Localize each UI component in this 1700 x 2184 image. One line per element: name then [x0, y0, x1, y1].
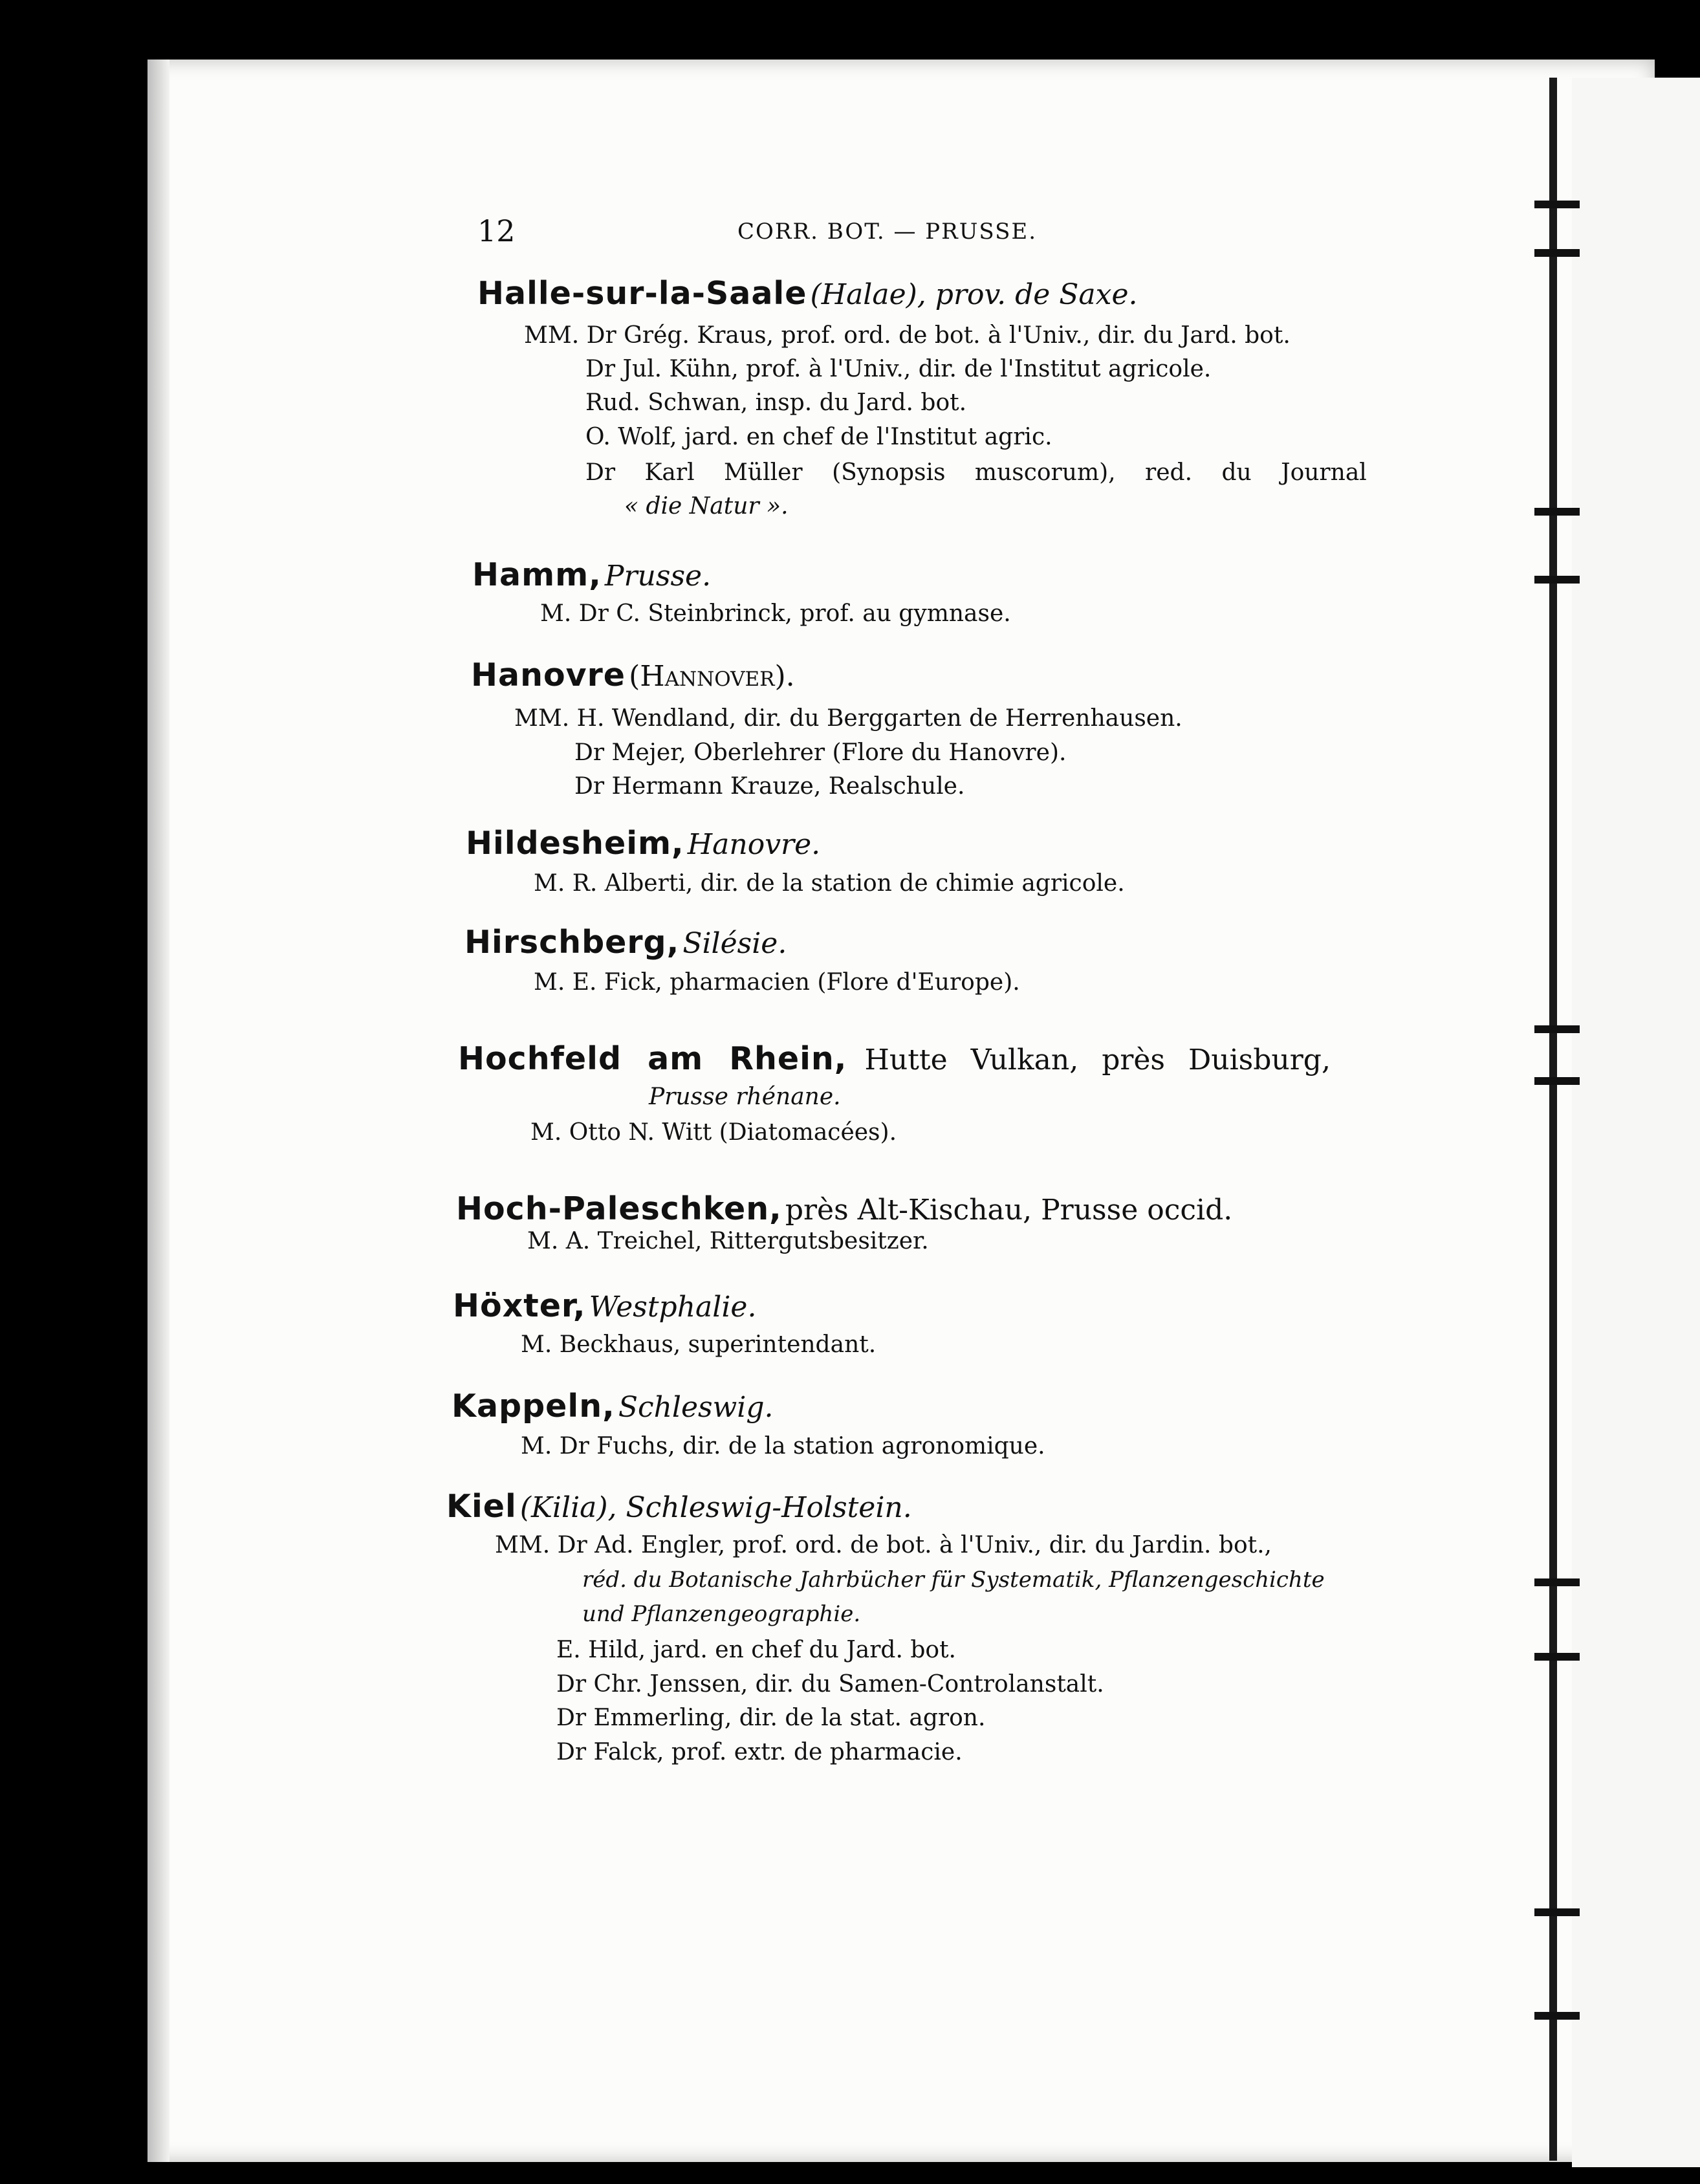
place-detail: près Alt-Kischau, Prusse occid.	[785, 1194, 1233, 1227]
member-line: E. Hild, jard. en chef du Jard. bot.	[556, 1637, 956, 1663]
binding-stitch	[1534, 576, 1580, 584]
place-detail: Hutte Vulkan, près Duisburg,	[864, 1043, 1331, 1076]
member-line: Dr Mejer, Oberlehrer (Flore du Hanovre).	[574, 739, 1067, 766]
place-name: Hochfeld am Rhein,	[458, 1040, 847, 1077]
member-line: M. Otto N. Witt (Diatomacées).	[530, 1119, 897, 1146]
place-name: Höxter,	[453, 1287, 586, 1324]
member-line: Dr Falck, prof. extr. de pharmacie.	[556, 1739, 963, 1765]
entry-hoch-paleschken	[456, 1190, 1232, 1227]
entry-hildesheim	[466, 825, 820, 862]
place-name: Hildesheim,	[466, 825, 684, 862]
place-detail: Prusse.	[604, 560, 712, 593]
binding-stitch	[1534, 1578, 1580, 1586]
member-line: M. Dr C. Steinbrinck, prof. au gymnase.	[540, 600, 1011, 627]
member-line: Dr Hermann Krauze, Realschule.	[574, 773, 965, 800]
binding-stitch	[1534, 1653, 1580, 1661]
member-line: réd. du Botanische Jahrbücher für Systematik, Pflanzengeschichte	[582, 1567, 1325, 1593]
member-line: und Pflanzengeographie.	[582, 1601, 861, 1627]
binding-stitch	[1534, 249, 1580, 257]
place-name: Hoch-Paleschken,	[456, 1190, 782, 1227]
member-line: M. E. Fick, pharmacien (Flore d'Europe).	[534, 969, 1020, 996]
entry-hanovre	[471, 657, 795, 693]
member-line: MM. H. Wendland, dir. du Berggarten de Herrenhausen.	[514, 705, 1182, 732]
member-line: Rud. Schwan, insp. du Jard. bot.	[585, 389, 967, 416]
binding-stitch	[1534, 201, 1580, 208]
place-detail: Hanovre.	[687, 828, 821, 861]
facing-page-strip	[1572, 78, 1700, 2167]
entry-hamm	[472, 556, 711, 593]
entry-kappeln	[452, 1388, 774, 1425]
member-line: M. Beckhaus, superintendant.	[521, 1331, 877, 1358]
place-detail: Westphalie.	[589, 1291, 757, 1324]
entry-hochfeld	[458, 1040, 1331, 1077]
member-line: O. Wolf, jard. en chef de l'Institut agric.	[585, 424, 1052, 450]
member-line: MM. Dr Grég. Kraus, prof. ord. de bot. à l'Univ., dir. du Jard. bot.	[524, 322, 1291, 349]
member-line: M. A. Treichel, Rittergutsbesitzer.	[527, 1228, 929, 1254]
place-detail: Schleswig.	[618, 1391, 774, 1424]
binding-stitch	[1534, 2012, 1580, 2020]
page-edge-shadow	[147, 60, 169, 2162]
place-name: Hanovre	[471, 657, 626, 693]
place-name: Hamm,	[472, 556, 602, 593]
place-name: Kappeln,	[452, 1388, 615, 1425]
member-line: M. Dr Fuchs, dir. de la station agronomique.	[521, 1433, 1045, 1459]
place-detail: (Kilia), Schleswig-Holstein.	[519, 1491, 912, 1524]
binding-stitch	[1534, 508, 1580, 516]
place-detail: (Hannover).	[629, 660, 795, 693]
place-name: Kiel	[446, 1488, 517, 1525]
member-line: « die Natur ».	[624, 493, 789, 519]
member-line: M. R. Alberti, dir. de la station de chimie agricole.	[534, 870, 1125, 897]
binding-stitch	[1534, 1908, 1580, 1916]
member-line: Prusse rhénane.	[649, 1084, 841, 1110]
binding-stitch	[1534, 1025, 1580, 1033]
entry-hoxter	[453, 1287, 756, 1324]
place-detail: Silésie.	[682, 927, 787, 960]
member-line: Dr Emmerling, dir. de la stat. agron.	[556, 1705, 986, 1731]
binding-thread	[1549, 78, 1557, 2161]
member-line: MM. Dr Ad. Engler, prof. ord. de bot. à l'Univ., dir. du Jardin. bot.,	[495, 1532, 1272, 1558]
place-name: Halle-sur-la-Saale	[477, 275, 807, 312]
entry-hirschberg	[464, 924, 787, 961]
place-name: Hirschberg,	[464, 924, 680, 961]
entry-kiel	[446, 1488, 912, 1525]
member-line: Dr Karl Müller (Synopsis muscorum), red. du Journal	[585, 459, 1367, 486]
member-line: Dr Chr. Jenssen, dir. du Samen-Controlanstalt.	[556, 1671, 1104, 1698]
binding-stitch	[1534, 1077, 1580, 1085]
member-line: Dr Jul. Kühn, prof. à l'Univ., dir. de l'Institut agricole.	[585, 356, 1212, 382]
place-detail: (Halae), prov. de Saxe.	[810, 278, 1138, 311]
entry-halle	[477, 275, 1138, 312]
running-title: CORR. BOT. — PRUSSE.	[737, 219, 1038, 245]
page-number: 12	[477, 213, 516, 248]
